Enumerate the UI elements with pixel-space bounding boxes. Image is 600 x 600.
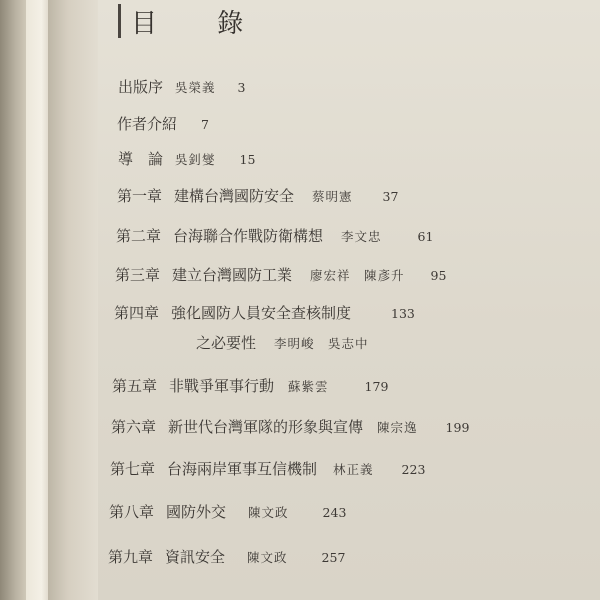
entry-label: 第六章: [111, 418, 157, 436]
entry-author: 陳宗逸: [377, 420, 418, 435]
entry-label: 第八章: [109, 503, 155, 521]
entry-page: 7: [201, 117, 209, 132]
entry-title: 強化國防人員安全查核制度: [171, 304, 352, 322]
entry-label: 第三章: [115, 266, 161, 284]
entry-author: 廖宏祥 陳彥升: [310, 268, 405, 283]
entry-page: 61: [417, 229, 434, 244]
toc-entry-chapter-6: [111, 416, 469, 440]
entry-label: 作者介紹: [117, 115, 178, 133]
entry-title: 之必要性: [196, 334, 257, 352]
entry-page: 199: [445, 420, 470, 435]
entry-title: 非戰爭軍事行動: [169, 377, 275, 395]
toc-heading: [118, 2, 269, 40]
toc-entry-chapter-4: [114, 302, 415, 326]
heading-bar: [118, 4, 121, 38]
entry-title: 新世代台灣軍隊的形象與宣傳: [168, 418, 364, 436]
entry-author: 吳釗燮: [175, 152, 216, 167]
book-gutter: [48, 0, 98, 600]
entry-label: 第九章: [108, 548, 154, 566]
entry-title: 台海兩岸軍事互信機制: [167, 460, 318, 478]
toc-title: 目 錄: [131, 8, 270, 39]
entry-page: 257: [321, 550, 346, 565]
entry-page: 3: [237, 80, 246, 95]
book-edge-shadow: [0, 0, 26, 600]
toc-entry-introduction: [118, 148, 255, 172]
entry-author: 林正義: [333, 462, 374, 477]
entry-label: 第一章: [117, 187, 163, 205]
toc-entry-chapter-7: [110, 458, 425, 482]
entry-label: 第七章: [110, 460, 156, 478]
entry-label: 第四章: [114, 304, 160, 322]
entry-author: 吳榮義: [175, 80, 216, 95]
toc-entry-chapter-8: [109, 501, 346, 525]
entry-title: 台海聯合作戰防衛構想: [173, 227, 324, 245]
entry-title: 建立台灣國防工業: [172, 266, 293, 284]
entry-page: 243: [322, 505, 347, 520]
entry-author: 李文忠: [341, 229, 382, 244]
entry-author: 蔡明憲: [312, 189, 353, 204]
toc-entry-chapter-3: [115, 264, 446, 288]
entry-page: 37: [382, 189, 399, 204]
entry-label: 第五章: [112, 377, 158, 395]
entry-label: 第二章: [116, 227, 162, 245]
entry-page: 95: [430, 268, 447, 283]
entry-author: 蘇紫雲: [288, 379, 329, 394]
toc-entry-author-intro: [117, 113, 209, 137]
toc-entry-chapter-4-cont: [196, 332, 369, 356]
toc-entry-chapter-9: [108, 546, 345, 570]
entry-title: 建構台灣國防安全: [174, 187, 295, 205]
entry-page: 133: [391, 306, 415, 321]
entry-page: 179: [364, 379, 389, 394]
book-page-edge: [26, 0, 48, 600]
entry-page: 15: [239, 152, 256, 167]
toc-entry-chapter-1: [117, 185, 398, 209]
toc-entry-chapter-5: [112, 375, 388, 399]
toc-entry-preface: [118, 76, 245, 100]
entry-label: 出版序: [118, 78, 164, 96]
entry-page: 223: [401, 462, 426, 477]
entry-title: 資訊安全: [165, 548, 226, 566]
entry-title: 國防外交: [166, 503, 227, 521]
entry-author: 陳文政: [248, 505, 289, 520]
toc-entry-chapter-2: [116, 225, 433, 249]
entry-label: 導 論: [118, 150, 164, 168]
entry-author: 李明峻 吳志中: [274, 336, 369, 351]
entry-author: 陳文政: [247, 550, 288, 565]
